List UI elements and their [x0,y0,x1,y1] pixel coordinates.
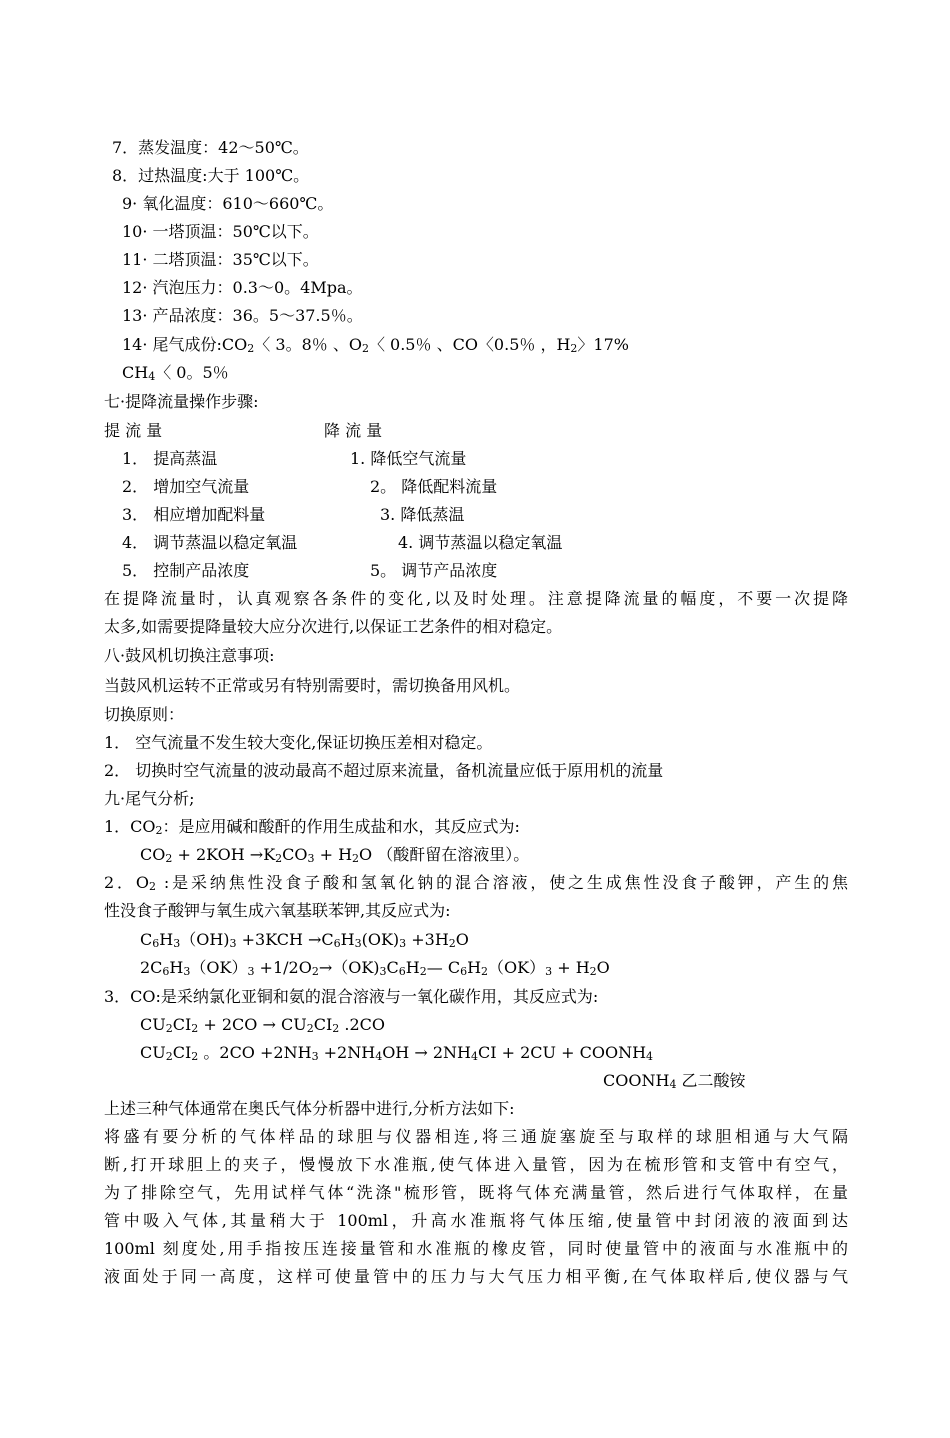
o2-intro: 2．$O_2$ :是采纳焦性没食子酸和氢氧化钠的混合溶液，使之生成焦性没食子酸钾，产生的焦 [104,873,848,893]
section-8-heading: 八·鼓风机切换注意事项: [104,646,275,665]
step-up-item: 1． 提高蒸温 [122,449,218,468]
param-item: 8．过热温度:大于 100℃。 [112,166,310,185]
param-item: 11· 二塔顶温：35℃以下。 [122,250,319,269]
step-down-item: 5。 调节产品浓度 [370,561,498,580]
paragraph-line: 将盛有要分析的气体样品的球胆与仪器相连,将三通旋塞旋至与取样的球胆相通与大气隔 [104,1127,848,1146]
paragraph-line: 在提降流量时，认真观察各条件的变化,以及时处理。注意提降流量的幅度，不要一次提降 [104,589,848,608]
paragraph-line: 断,打开球胆上的夹子，慢慢放下水准瓶,使气体进入量管，因为在梳形管和支管中有空气， [104,1155,848,1174]
column-header-down: 降 流 量 [324,421,383,440]
step-down-item: 3. 降低蒸温 [380,505,465,524]
co-equation-1: $CU_2CI_2 + 2CO \to CU_2CI_2$ .2CO [140,1015,385,1035]
param-item: 13· 产品浓度：36。5～37.5％。 [122,306,363,325]
paragraph-line: 性没食子酸钾与氧生成六氧基联苯钾,其反应式为: [104,901,451,920]
co-intro: 3．CO:是采纳氯化亚铜和氨的混合溶液与一氧化碳作用，其反应式为: [104,987,599,1006]
o2-equation-2: $2C_6H_3(OK)_3$ $+1/2O_2\to(OK)_3C_6H_2—$ $C_6H_2(OK)_3 + H_2O$ [140,958,610,978]
param-item: 9· 氧化温度：610～660℃。 [122,194,334,213]
paragraph-line: 液面处于同一高度，这样可使量管中的压力与大气压力相平衡,在气体取样后,使仪器与气 [104,1267,848,1286]
paragraph-line: 管中吸入气体,其量稍大于 100ml，升高水准瓶将气体压缩,使量管中封闭液的液面到达 [104,1211,848,1230]
param-item: 10· 一塔顶温：50℃以下。 [122,222,319,241]
step-up-item: 4． 调节蒸温以稳定氧温 [122,533,298,552]
section-9-heading: 九·尾气分析; [104,789,195,808]
co-equation-3: $COONH_4$ 乙二酸铵 [603,1071,746,1091]
step-down-item: 4. 调节蒸温以稳定氧温 [398,533,563,552]
list-item: 1． 空气流量不发生较大变化,保证切换压差相对稳定。 [104,733,493,752]
param-item: 12· 汽泡压力：0.3～0。4Mpa。 [122,278,363,297]
step-up-item: 2． 增加空气流量 [122,477,250,496]
step-up-item: 5． 控制产品浓度 [122,561,250,580]
tail-gas-ch4: $CH_4$〈 0。5％ [122,363,229,383]
co-equation-2: $CU_2CI_2$ 。$2CO +2NH_3 +2NH_4OH \to 2NH_4CI + 2CU$ + $COONH_4$ [140,1043,654,1063]
step-up-item: 3． 相应增加配料量 [122,505,266,524]
section-7-heading: 七·提降流量操作步骤: [104,392,259,411]
step-down-item: 2。 降低配料流量 [370,477,498,496]
param-item: 7．蒸发温度：42～50℃。 [112,138,309,157]
paragraph-line: 100ml 刻度处,用手指按压连接量管和水准瓶的橡皮管，同时使量管中的液面与水准瓶中的 [104,1239,848,1258]
paragraph-line: 切换原则： [104,705,185,724]
column-header-up: 提 流 量 [104,421,163,440]
paragraph-line: 上述三种气体通常在奥氏气体分析器中进行,分析方法如下: [104,1099,515,1118]
paragraph-line: 当鼓风机运转不正常或另有特别需要时，需切换备用风机。 [104,676,521,695]
co2-equation: $CO_2 + 2KOH \to K_2CO_3 + H_2O$ （酸酐留在溶液里）。 [140,845,530,865]
list-item: 2． 切换时空气流量的波动最高不超过原来流量，备机流量应低于原用机的流量 [104,761,664,780]
tail-gas-composition: 14· 尾气成份$:CO_2$〈 3。8％ 、$O_2$〈 0.5％ 、CO〈0.5％ ，$H_2$〉17% [122,335,629,355]
co2-intro: 1．$CO_2$：是应用碱和酸酐的作用生成盐和水，其反应式为: [104,817,520,837]
step-down-item: 1. 降低空气流量 [350,449,467,468]
o2-equation-1: $C_6H_3(OH)_3 +3KCH \to C_6H_3(OK)_3 +3H_2O$ [140,930,469,950]
paragraph-line: 太多,如需要提降量较大应分次进行,以保证工艺条件的相对稳定。 [104,617,563,636]
paragraph-line: 为了排除空气，先用试样气体“洗涤"梳形管，既将气体充满量管，然后进行气体取样，在量 [104,1183,848,1202]
